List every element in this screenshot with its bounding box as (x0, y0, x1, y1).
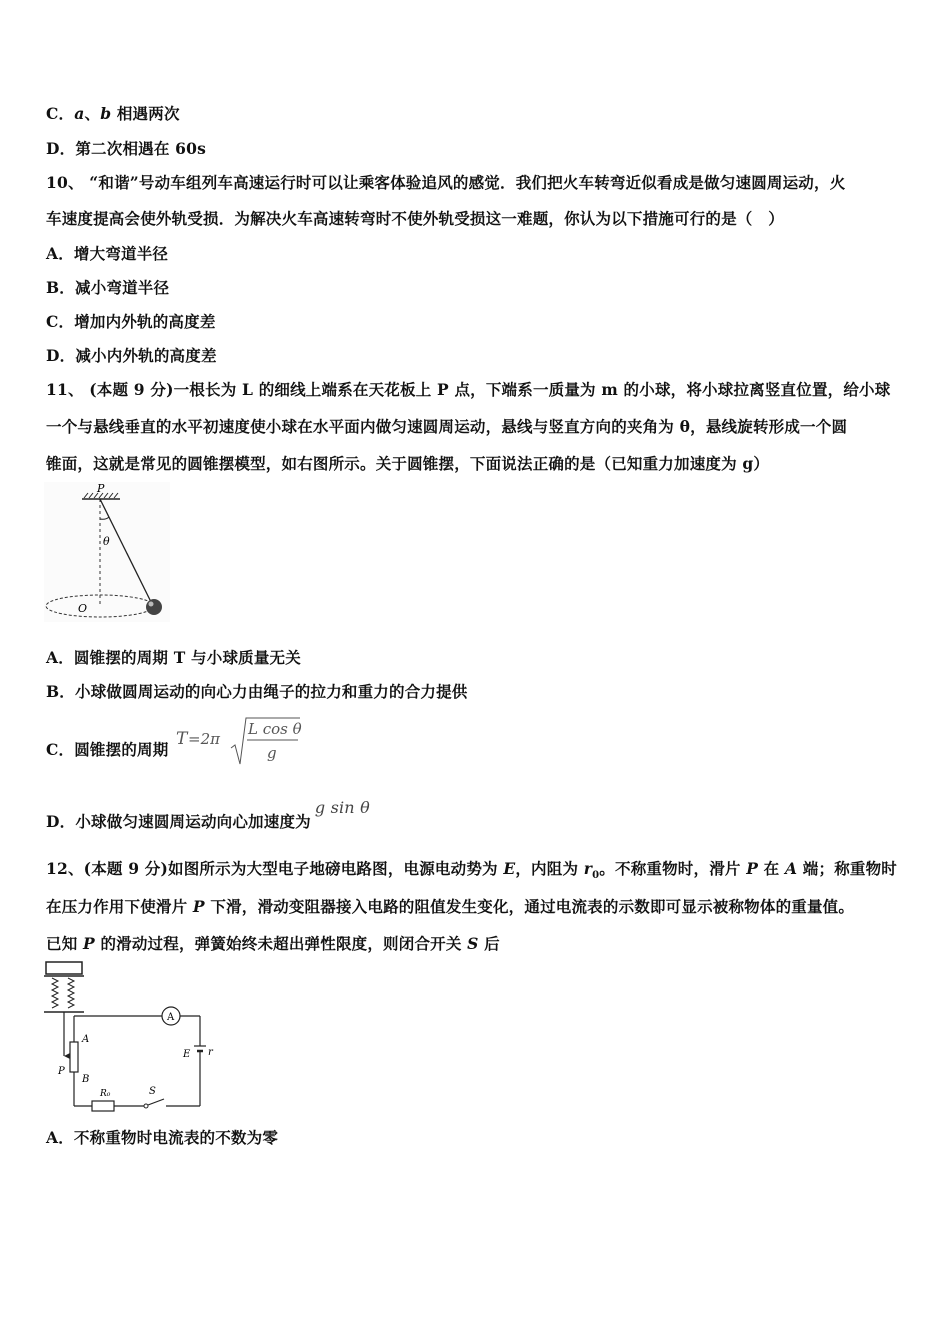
rheostat (70, 1042, 78, 1072)
label-o: O (78, 602, 88, 615)
q10-option-c: C．增加内外轨的高度差 (46, 312, 216, 331)
label-a: A (82, 1034, 90, 1045)
resistor-r0 (92, 1101, 114, 1111)
conical-pendulum-figure (44, 482, 170, 622)
q11-stem-line2: 一个与悬线垂直的水平初速度使小球在水平面内做匀速圆周运动，悬线与竖直方向的夹角为 θ，悬线旋转形成一个圆 (46, 417, 848, 436)
formula-t: T (176, 729, 188, 749)
q10-option-b: B．减小弯道半径 (46, 278, 170, 297)
accel-formula: g sin θ (314, 798, 370, 817)
label-p: P (58, 1066, 65, 1077)
label-r0: R₀ (100, 1089, 111, 1099)
label-e: E (183, 1049, 191, 1060)
q11-stem-line3: 锥面，这就是常见的圆锥摆模型，如右图所示。关于圆锥摆，下面说法正确的是（已知重力加速度为 g） (46, 454, 770, 473)
formula-2pi: =2π (188, 730, 220, 748)
q10-option-a: A．增大弯道半径 (46, 244, 169, 263)
period-formula (174, 714, 304, 768)
platform (46, 962, 82, 974)
q11-option-c: C．圆锥摆的周期 (46, 740, 169, 759)
q12-stem-line3: 已知 P 的滑动过程，弹簧始终未超出弹性限度，则闭合开关 S 后 (46, 934, 500, 953)
switch-s (148, 1099, 164, 1105)
q9-option-d: D．第二次相遇在 60s (46, 139, 207, 158)
label-theta: θ (103, 535, 110, 548)
q10-stem-line2: 车速度提高会使外轨受损．为解决火车高速转弯时不使外轨受损这一难题，你认为以下措施可行的是（ ） (46, 209, 784, 228)
label-b: B (82, 1074, 90, 1085)
q9-option-c: C．a、b 相遇两次 (46, 104, 180, 123)
q11-option-b: B．小球做圆周运动的向心力由绳子的拉力和重力的合力提供 (46, 682, 468, 701)
slider-p (64, 1053, 70, 1059)
q10-option-d: D．减小内外轨的高度差 (46, 346, 217, 365)
q12-option-a: A．不称重物时电流表的不数为零 (46, 1128, 279, 1147)
formula-denominator: g (267, 744, 277, 762)
q12-stem-line2: 在压力作用下使滑片 P 下滑，滑动变阻器接入电路的阻值发生变化，通过电流表的示数即可显示被称物体的重量值。 (46, 897, 855, 916)
weighbridge-circuit-figure (40, 960, 220, 1116)
pendulum-ball (146, 599, 162, 615)
q11-option-d: D．小球做匀速圆周运动向心加速度为g sin θ (46, 798, 370, 831)
q10-stem-line1: 10、 “和谐”号动车组列车高速运行时可以让乘客体验追风的感觉．我们把火车转弯近似看成是做匀速圆周运动，火 (46, 173, 846, 192)
springs (52, 978, 74, 1008)
label-r: r (208, 1047, 213, 1058)
q11-option-a: A．圆锥摆的周期 T 与小球质量无关 (46, 648, 301, 667)
q12-stem-line1: 12、(本题 9 分)如图所示为大型电子地磅电路图，电源电动势为 E，内阻为 $r_0$。不称重物时，滑片 P 在 A 端；称重物时 (46, 859, 897, 882)
label-p: P (97, 482, 105, 495)
formula-numerator: L cos θ (248, 720, 302, 738)
label-s: S (149, 1086, 156, 1097)
ammeter-label: A (167, 1012, 175, 1023)
q11-stem-line1: 11、 (本题 9 分)一根长为 L 的细线上端系在天花板上 P 点，下端系一质量为 m 的小球，将小球拉离竖直位置，给小球 (46, 380, 891, 399)
